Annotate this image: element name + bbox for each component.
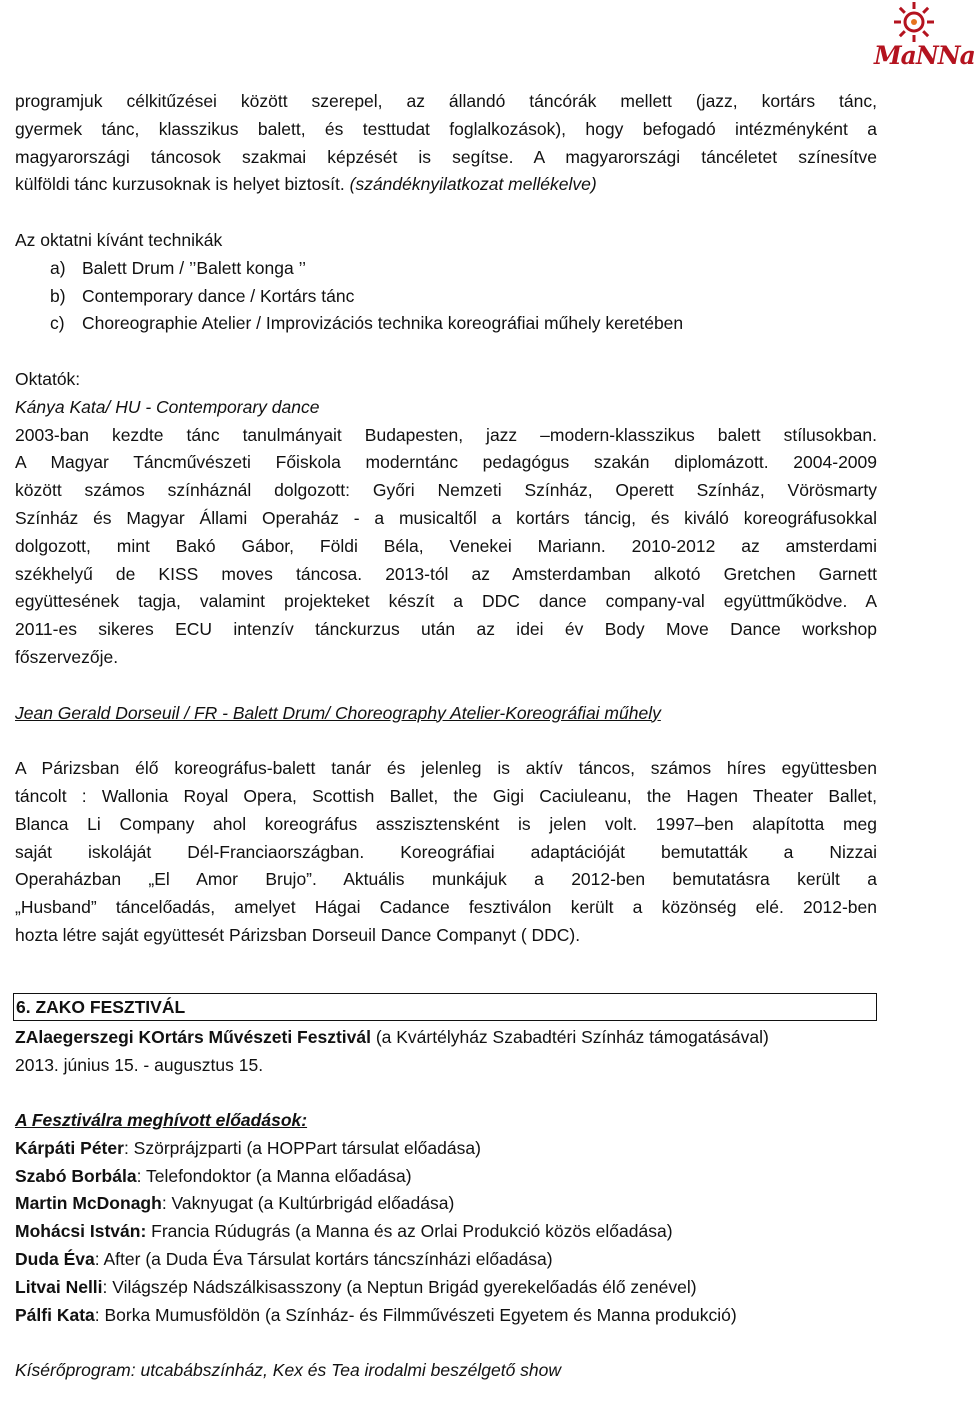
performance-item: Martin McDonagh: Vaknyugat (a Kultúrbrigád előadása) [15, 1193, 455, 1214]
bio-line: 2011-es sikeres ECU intenzív tánckurzus után az idei év Body Move Dance workshop [15, 619, 877, 640]
intro-line-last: külföldi tánc kurzusoknak is helyet biztosít. (szándéknyilatkozat mellékelve) [15, 174, 597, 195]
bio-line: saját iskoláját Dél-Franciaországban. Koreográfiai adaptációját bemutatták a Nizzai [15, 841, 877, 862]
bio-line-last: főszervezője. [15, 646, 119, 667]
side-program: Kísérőprogram: utcabábszínház, Kex és Tea irodalmi beszélgető show [15, 1360, 562, 1381]
list-item: c) Choreographie Atelier / Improvizációs technika koreográfiai műhely keretében [50, 313, 684, 334]
performance-item: Litvai Nelli: Világszép Nádszálkisasszony (a Neptun Brigád gyerekelőadás élő zenével) [15, 1276, 697, 1297]
performance-item: Duda Éva: After (a Duda Éva Társulat kortárs táncszínházi előadása) [15, 1249, 553, 1270]
kanya-title: Kánya Kata/ HU - Contemporary dance [15, 396, 320, 417]
bio-line: székhelyű de KISS moves táncosa. 2013-tól az Amsterdamban alkotó Gretchen Garnett [15, 563, 877, 584]
performance-item: Szabó Borbála: Telefondoktor (a Manna előadása) [15, 1165, 412, 1186]
bio-line: Operaházban „El Amor Brujo”. Aktuális munkájuk a 2012-ben bemutatásra került a [15, 869, 877, 890]
techniques-heading: Az oktatni kívánt technikák [15, 229, 223, 250]
bio-line: dolgozott, mint Bakó Gábor, Földi Béla, Venekei Mariann. 2010-2012 az amsterdami [15, 535, 877, 556]
performance-item: Pálfi Kata: Borka Mumusföldön (a Színház- és Filmművészeti Egyetem és Manna produkció) [15, 1304, 737, 1325]
techniques-list [15, 255, 877, 338]
document-body [15, 88, 877, 1385]
performance-item: Kárpáti Péter: Szörprájzparti (a HOPPart társulat előadása) [15, 1137, 481, 1158]
jean-title: Jean Gerald Dorseuil / FR - Balett Drum/ Choreography Atelier-Koreográfiai műhely [15, 702, 661, 723]
festival-dates: 2013. június 15. - augusztus 15. [15, 1054, 264, 1075]
performance-item: Mohácsi István: Francia Rúdugrás (a Manna és az Orlai Produkció közös előadása) [15, 1221, 673, 1242]
section-title: 6. ZAKO FESZTIVÁL [16, 996, 186, 1017]
intro-line: programjuk célkitűzései között szerepel, az állandó táncórák mellett (jazz, kortárs tánc, [15, 91, 877, 111]
intro-line: gyermek tánc, klasszikus balett, és testtudat foglalkozások), hogy befogadó intézményként a [15, 118, 877, 139]
bio-line: „Husband” táncelőadás, amelyet Hágai Cadance fesztiválon került a közönség elé. 2012-ben [15, 897, 877, 918]
bio-line: 2003-ban kezdte tánc tanulmányait Budapesten, jazz –modern-klasszikus balett stílusokban. [15, 424, 877, 445]
bio-line: Blanca Li Company ahol koreográfus asszisztensként is jelen volt. 1997–ben alapította meg [15, 813, 877, 834]
teachers-heading: Oktatók: [15, 368, 81, 389]
list-item: b) Contemporary dance / Kortárs tánc [50, 285, 355, 306]
bio-line: Színház és Magyar Állami Operaház - a musicaltől a kortárs táncig, és kiváló koreográfusokkal [15, 507, 877, 528]
festival-name: ZAlaegerszegi KOrtárs Művészeti Fesztivál (a Kvártélyház Szabadtéri Színház támogatásával) [15, 1026, 769, 1047]
bio-line: között számos színháznál dolgozott: Győri Nemzeti Színház, Operett Színház, Vörösmarty [15, 480, 877, 501]
list-item: a) Balett Drum / ’’Balett konga ’’ [50, 257, 307, 278]
bio-line: táncolt : Wallonia Royal Opera, Scottish Ballet, the Gigi Caciuleanu, the Hagen Theater Ballet, [15, 785, 877, 806]
logo-wordmark: MaNNa [874, 41, 975, 70]
bio-line: A Párizsban élő koreográfus-balett tanár és jelenleg is aktív táncos, számos híres együttesben [15, 758, 877, 779]
bio-line-last: hozta létre saját együttesét Párizsban Dorseuil Dance Companyt ( DDC). [15, 924, 581, 945]
bio-line: A Magyar Táncművészeti Főiskola moderntánc pedagógus szakán diplomázott. 2004-2009 [15, 452, 877, 473]
manna-logo [874, 0, 975, 76]
intro-note: (szándéknyilatkozat mellékelve) [349, 174, 597, 195]
intro-line: magyarországi táncosok szakmai képzését is segítse. A magyarországi táncéletet színesítve [15, 146, 877, 167]
invited-heading: A Fesztiválra meghívott előadások: [15, 1110, 308, 1131]
bio-line: együttesének tagja, valamint projekteket készít a DDC dance company-val együttműködve. A [15, 591, 877, 612]
section-title-box [13, 993, 877, 1021]
